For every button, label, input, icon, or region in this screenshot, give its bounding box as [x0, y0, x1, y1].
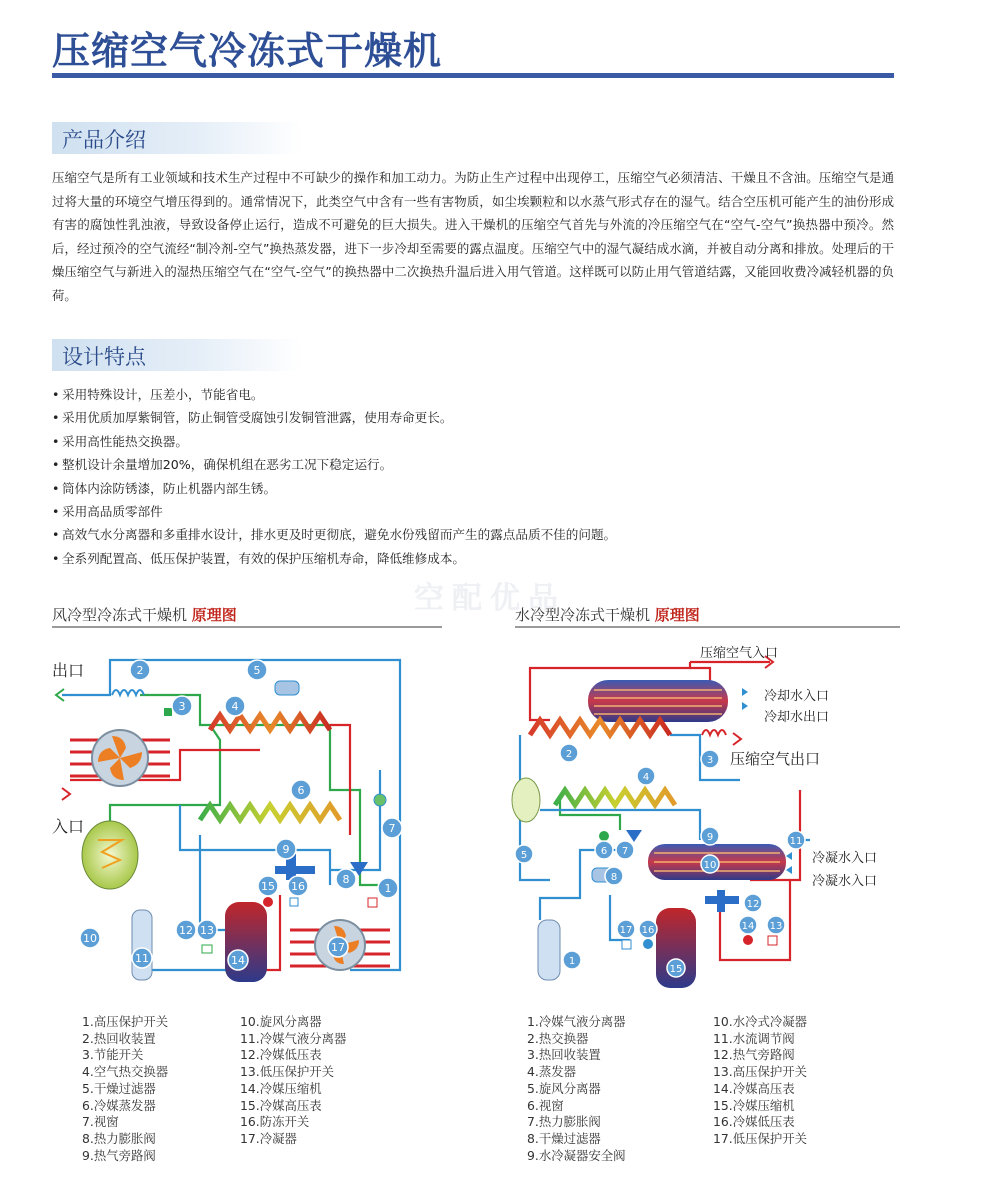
legend-item: 2.热回收装置: [82, 1030, 156, 1046]
label-air-inlet: 压缩空气入口: [700, 646, 779, 661]
legend-item: 9.水冷凝器安全阀: [527, 1147, 626, 1163]
list-item: • 筒体内涂防锈漆，防止机器内部生锈。: [52, 477, 894, 500]
label-cooling-water-in: 冷却水入口: [764, 689, 830, 704]
watermark: 空配优品: [414, 581, 566, 616]
svg-text:13: 13: [769, 921, 783, 932]
list-item: • 采用高性能热交换器。: [52, 430, 894, 453]
svg-text:15: 15: [261, 880, 275, 893]
svg-text:17: 17: [331, 941, 345, 954]
legend-item: 1.冷媒气液分离器: [527, 1014, 626, 1029]
air-cooled-schematic: [50, 640, 420, 1010]
legend-item: 5.干燥过滤器: [82, 1080, 156, 1096]
legend-item: 15.冷媒压缩机: [713, 1097, 795, 1113]
water-legend-col2: [713, 1014, 807, 1148]
water-diagram-title-suffix: 原理图: [654, 606, 700, 624]
legend-item: 11.冷媒气液分离器: [240, 1030, 347, 1046]
water-legend-col1: [527, 1014, 626, 1164]
svg-text:3: 3: [178, 700, 186, 713]
legend-item: 14.冷媒压缩机: [240, 1080, 322, 1096]
legend-item: 6.视窗: [527, 1097, 564, 1113]
intro-heading: 产品介绍: [62, 128, 146, 152]
legend-item: 8.热力膨胀阀: [82, 1130, 156, 1146]
svg-text:9: 9: [706, 832, 714, 843]
svg-text:5: 5: [520, 850, 528, 861]
svg-text:16: 16: [291, 880, 305, 893]
svg-text:14: 14: [231, 954, 245, 967]
legend-item: 7.视窗: [82, 1114, 119, 1130]
air-diagram-title-text: 风冷型冷冻式干燥机: [52, 606, 188, 624]
legend-item: 10.水冷式冷凝器: [713, 1014, 808, 1029]
legend-item: 12.冷媒低压表: [240, 1047, 322, 1063]
legend-item: 17.低压保护开关: [713, 1130, 808, 1146]
air-inlet-label: 入口: [52, 817, 85, 836]
svg-text:3: 3: [706, 755, 714, 766]
air-legend-col2: [240, 1014, 346, 1148]
legend-item: 12.热气旁路阀: [713, 1047, 795, 1063]
legend-item: 2.热交换器: [527, 1030, 589, 1046]
svg-text:16: 16: [641, 925, 655, 936]
legend-item: 13.高压保护开关: [713, 1064, 808, 1080]
legend-item: 1.高压保护开关: [82, 1014, 169, 1029]
svg-text:1: 1: [568, 956, 576, 967]
svg-text:8: 8: [610, 872, 618, 883]
title-divider: [52, 73, 894, 78]
air-diagram-rule: [52, 626, 442, 628]
svg-text:9: 9: [282, 843, 290, 856]
legend-item: 17.冷凝器: [240, 1130, 297, 1146]
svg-text:11: 11: [789, 836, 803, 847]
svg-text:7: 7: [388, 822, 396, 835]
list-item: • 高效气水分离器和多重排水设计，排水更及时更彻底，避免水份残留而产生的露点品质不佳的问题。: [52, 523, 894, 546]
label-condensate-in-2: 冷凝水入口: [812, 874, 878, 889]
legend-item: 3.节能开关: [82, 1047, 144, 1063]
label-condensate-in-1: 冷凝水入口: [812, 851, 878, 866]
svg-text:5: 5: [253, 664, 261, 677]
legend-item: 15.冷媒高压表: [240, 1097, 322, 1113]
legend-item: 11.水流调节阀: [713, 1030, 795, 1046]
page-title: 压缩空气冷冻式干燥机: [52, 29, 443, 73]
svg-text:4: 4: [231, 700, 239, 713]
svg-text:8: 8: [342, 873, 350, 886]
list-item: • 整机设计余量增加20%，确保机组在恶劣工况下稳定运行。: [52, 453, 894, 476]
svg-text:15: 15: [669, 964, 683, 975]
legend-item: 14.冷媒高压表: [713, 1080, 795, 1096]
legend-item: 4.空气热交换器: [82, 1064, 169, 1080]
legend-item: 4.蒸发器: [527, 1064, 576, 1080]
svg-text:1: 1: [384, 882, 392, 895]
features-heading: 设计特点: [62, 345, 146, 369]
air-diagram-title-suffix: 原理图: [191, 606, 237, 624]
svg-text:7: 7: [621, 846, 629, 857]
legend-item: 13.低压保护开关: [240, 1064, 335, 1080]
legend-item: 6.冷媒蒸发器: [82, 1097, 156, 1113]
svg-text:4: 4: [642, 772, 650, 783]
svg-text:12: 12: [746, 899, 760, 910]
intro-text: 压缩空气是所有工业领域和技术生产过程中不可缺少的操作和加工动力。为防止生产过程中出现停工，压缩空气必须清洁、干燥且不含油。压缩空气是通过将大量的环境空气增压得到的。通常情况下，此类空气中含有一些有害物质，如尘埃颗粒和以水蒸气形式存在的湿气。结合空压机可能产生的油份形成有害的腐蚀性乳浊液，导致设备停止运行，造成不可避免的巨大损失。进入干燥机的压缩空气首先与外流的冷压缩空气在“空气-空气”换热器中预冷。然后，经过预冷的空气流经“制冷剂-空气”换热蒸发器，进下一步冷却至需要的露点温度。压缩空气中的湿气凝结成水滴，并被自动分离和排放。处理后的干燥压缩空气与新进入的湿热压缩空气在“空气-空气”的换热器中二次换热升温后进入用气管道。这样既可以防止用气管道结露，又能回收费冷减轻机器的负荷。: [52, 170, 894, 303]
air-diagram-title: [52, 604, 237, 625]
features-section-header: [52, 339, 302, 371]
legend-item: 16.冷媒低压表: [713, 1114, 795, 1130]
svg-text:10: 10: [83, 932, 97, 945]
legend-item: 9.热气旁路阀: [82, 1147, 156, 1163]
list-item: • 采用特殊设计，压差小，节能省电。: [52, 383, 894, 406]
legend-item: 10.旋风分离器: [240, 1014, 322, 1029]
svg-text:2: 2: [136, 664, 144, 677]
label-cooling-water-out: 冷却水出口: [764, 710, 830, 725]
water-diagram-title: [515, 604, 700, 625]
label-air-outlet: 压缩空气出口: [730, 750, 821, 768]
intro-section-header: [52, 122, 302, 154]
list-item: • 采用高品质零部件: [52, 500, 894, 523]
water-diagram-rule: [515, 626, 900, 628]
legend-item: 3.热回收装置: [527, 1047, 601, 1063]
legend-item: 5.旋风分离器: [527, 1080, 601, 1096]
list-item: • 采用优质加厚紫铜管，防止铜管受腐蚀引发铜管泄露，使用寿命更长。: [52, 406, 894, 429]
svg-text:6: 6: [600, 846, 608, 857]
svg-text:14: 14: [741, 921, 755, 932]
svg-text:17: 17: [619, 925, 633, 936]
list-item: • 全系列配置高、低压保护装置，有效的保护压缩机寿命，降低维修成本。: [52, 547, 894, 570]
legend-item: 7.热力膨胀阀: [527, 1114, 601, 1130]
water-diagram-title-text: 水冷型冷冻式干燥机: [515, 606, 651, 624]
legend-item: 16.防冻开关: [240, 1114, 310, 1130]
svg-text:10: 10: [703, 860, 717, 871]
svg-text:11: 11: [135, 952, 149, 965]
svg-text:2: 2: [565, 749, 573, 760]
air-legend-col1: [82, 1014, 168, 1164]
features-list: [52, 383, 894, 570]
legend-item: 8.干燥过滤器: [527, 1130, 601, 1146]
air-outlet-label: 出口: [52, 661, 85, 680]
svg-text:13: 13: [200, 924, 214, 937]
svg-text:12: 12: [179, 924, 193, 937]
svg-text:6: 6: [297, 784, 305, 797]
